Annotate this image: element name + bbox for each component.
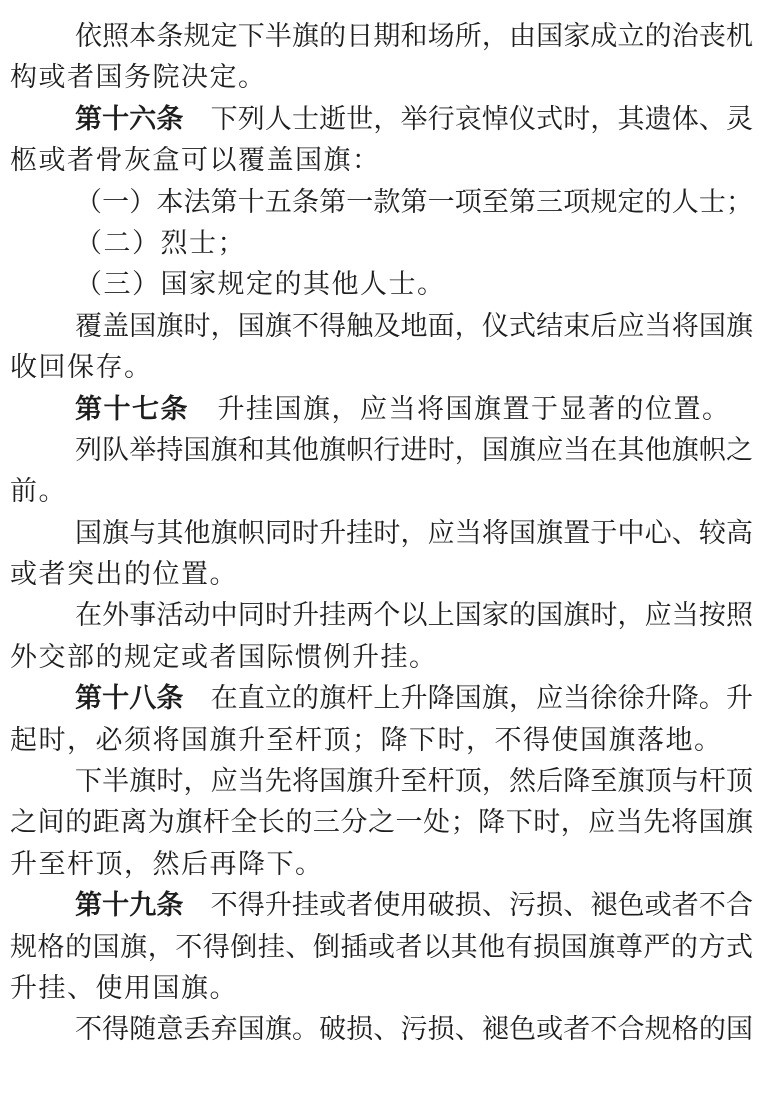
- text-run: 收回保存。: [10, 352, 153, 383]
- paragraph: [10, 389, 753, 430]
- text-run: （二）烈士；: [75, 227, 246, 258]
- text-run: 下列人士逝世，举行哀悼仪式时，其遗体、灵: [183, 103, 753, 134]
- text-run: 升挂、使用国旗。: [10, 972, 238, 1003]
- text-run: 规格的国旗，不得倒挂、倒插或者以其他有损国旗尊严的方式: [10, 931, 753, 962]
- text-run: 国旗与其他旗帜同时升挂时，应当将国旗置于中心、较高: [75, 517, 753, 548]
- document-body: [10, 16, 753, 1051]
- paragraph: [10, 513, 753, 596]
- text-line: [10, 513, 753, 554]
- text-run: 或者突出的位置。: [10, 559, 238, 590]
- paragraph: [10, 761, 753, 885]
- paragraph: [10, 182, 753, 223]
- text-line: [10, 595, 753, 636]
- text-line: [10, 637, 753, 678]
- text-line: [10, 16, 753, 57]
- paragraph: [10, 306, 753, 389]
- text-run: 依照本条规定下半旗的日期和场所，由国家成立的治丧机: [75, 21, 753, 51]
- text-line: [10, 57, 753, 98]
- article-number: 第十八条: [75, 683, 184, 714]
- text-line: [10, 182, 753, 223]
- article-number: 第十九条: [75, 890, 184, 921]
- text-run: 列队举持国旗和其他旗帜行进时，国旗应当在其他旗帜之: [75, 434, 753, 465]
- text-line: [10, 927, 753, 968]
- text-line: [10, 554, 753, 595]
- text-line: [10, 140, 753, 181]
- text-line: [10, 264, 753, 305]
- text-line: [10, 99, 753, 140]
- text-run: 下半旗时，应当先将国旗升至杆顶，然后降至旗顶与杆顶: [75, 766, 753, 797]
- text-line: [10, 306, 753, 347]
- text-line: [10, 885, 753, 926]
- paragraph: [10, 99, 753, 182]
- text-run: 在外事活动中同时升挂两个以上国家的国旗时，应当按照: [75, 600, 753, 631]
- paragraph: [10, 678, 753, 761]
- text-line: [10, 678, 753, 719]
- article-number: 第十六条: [75, 103, 184, 134]
- text-run: 起时，必须将国旗升至杆顶；降下时，不得使国旗落地。: [10, 724, 723, 755]
- text-run: 不得随意丢弃国旗。破损、污损、褪色或者不合规格的国: [75, 1014, 753, 1045]
- text-run: 升挂国旗，应当将国旗置于显著的位置。: [189, 393, 731, 424]
- paragraph: [10, 885, 753, 1009]
- text-line: [10, 389, 753, 430]
- text-line: [10, 720, 753, 761]
- text-run: 前。: [10, 476, 67, 507]
- text-run: 升至杆顶，然后再降下。: [10, 848, 324, 879]
- paragraph: [10, 430, 753, 513]
- text-run: 在直立的旗杆上升降国旗，应当徐徐升降。升: [183, 683, 753, 714]
- text-run: 之间的距离为旗杆全长的三分之一处；降下时，应当先将国旗: [10, 807, 753, 838]
- text-run: 构或者国务院决定。: [10, 62, 267, 93]
- paragraph: [10, 16, 753, 99]
- text-line: [10, 802, 753, 843]
- text-line: [10, 1009, 753, 1050]
- text-line: [10, 223, 753, 264]
- article-number: 第十七条: [75, 393, 189, 424]
- paragraph: [10, 264, 753, 305]
- text-line: [10, 430, 753, 471]
- text-line: [10, 347, 753, 388]
- paragraph: [10, 223, 753, 264]
- text-line: [10, 844, 753, 885]
- text-run: 不得升挂或者使用破损、污损、褪色或者不合: [183, 890, 753, 921]
- text-run: 覆盖国旗时，国旗不得触及地面，仪式结束后应当将国旗: [75, 310, 753, 341]
- text-line: [10, 761, 753, 802]
- text-run: 外交部的规定或者国际惯例升挂。: [10, 641, 438, 672]
- text-run: 柩或者骨灰盒可以覆盖国旗：: [10, 145, 381, 176]
- text-line: [10, 471, 753, 512]
- paragraph: [10, 595, 753, 678]
- text-run: （三）国家规定的其他人士。: [75, 269, 446, 300]
- text-run: （一）本法第十五条第一款第一项至第三项规定的人士；: [75, 186, 753, 217]
- paragraph: [10, 1009, 753, 1050]
- text-line: [10, 968, 753, 1009]
